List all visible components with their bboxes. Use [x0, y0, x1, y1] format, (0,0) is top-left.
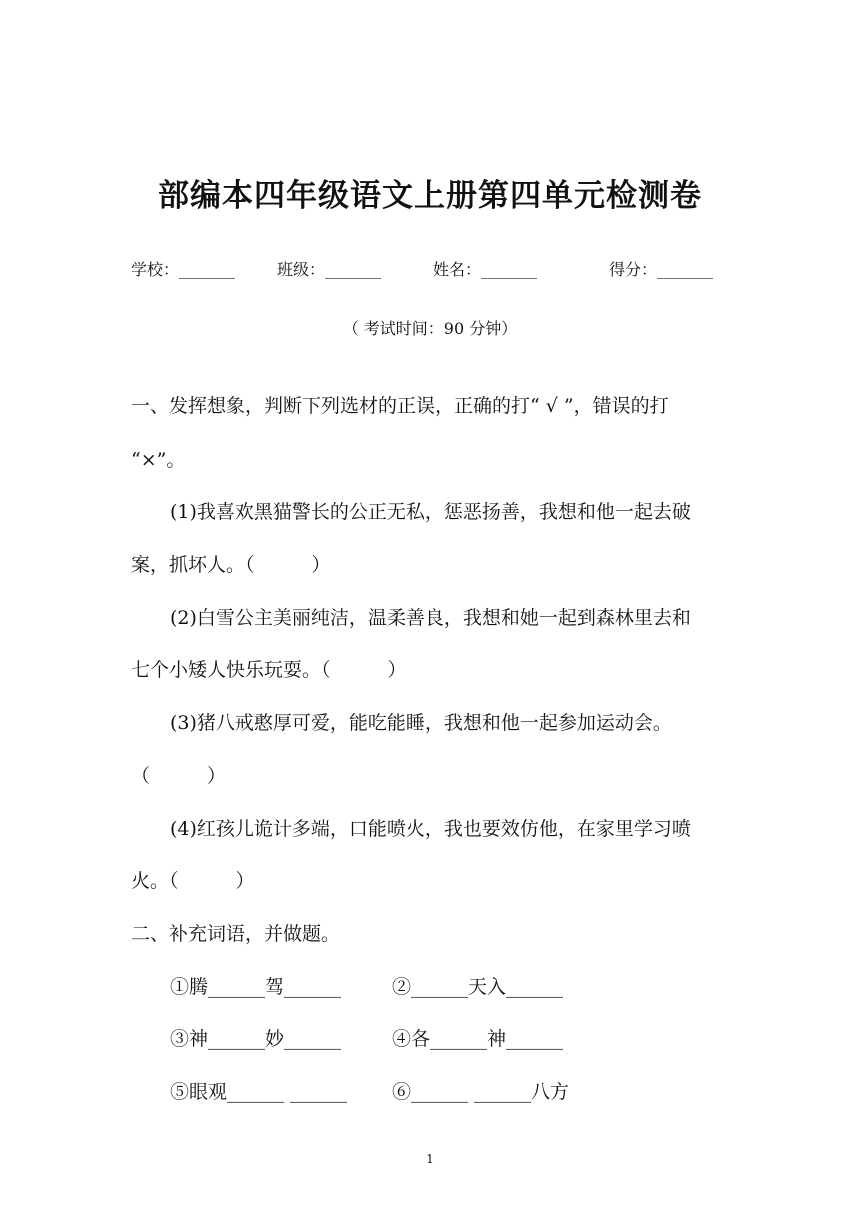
score-field: 得分：_______: [609, 260, 714, 279]
word-item-6: ⑥______ ______八方: [392, 1081, 570, 1103]
item3-line2: （ ）: [131, 765, 227, 787]
section1-heading-line1: 一、发挥想象，判断下列选材的正误，正确的打“ √ ”，错误的打: [131, 395, 669, 417]
word-item-4: ④各______神______: [392, 1028, 564, 1050]
item2-line2: 七个小矮人快乐玩耍。（ ）: [131, 659, 407, 681]
section1-heading-line2: “×”。: [131, 449, 186, 471]
word-item-3: ③神______妙______: [170, 1028, 342, 1050]
school-field: 学校：_______: [131, 260, 236, 279]
page-title: 部编本四年级语文上册第四单元检测卷: [158, 178, 702, 214]
name-field: 姓名：_______: [433, 260, 538, 279]
page-number: 1: [426, 1152, 434, 1166]
word-item-2: ②______天入______: [392, 976, 564, 998]
class-field: 班级：_______: [277, 260, 382, 279]
section2-heading: 二、补充词语，并做题。: [131, 923, 341, 945]
item4-line2: 火。（ ）: [131, 870, 255, 892]
exam-time: （ 考试时间：90 分钟）: [342, 319, 518, 338]
item1-line1: (1)我喜欢黑猫警长的公正无私，惩恶扬善，我想和他一起去破: [170, 501, 691, 523]
item3-line1: (3)猪八戒憨厚可爱，能吃能睡，我想和他一起参加运动会。: [170, 712, 672, 734]
item4-line1: (4)红孩儿诡计多端，口能喷火，我也要效仿他，在家里学习喷: [170, 818, 691, 840]
word-item-5: ⑤眼观______ ______: [170, 1081, 348, 1103]
item1-line2: 案，抓坏人。（ ）: [131, 554, 331, 576]
word-item-1: ①腾______驾______: [170, 976, 342, 998]
item2-line1: (2)白雪公主美丽纯洁，温柔善良，我想和她一起到森林里去和: [170, 607, 691, 629]
